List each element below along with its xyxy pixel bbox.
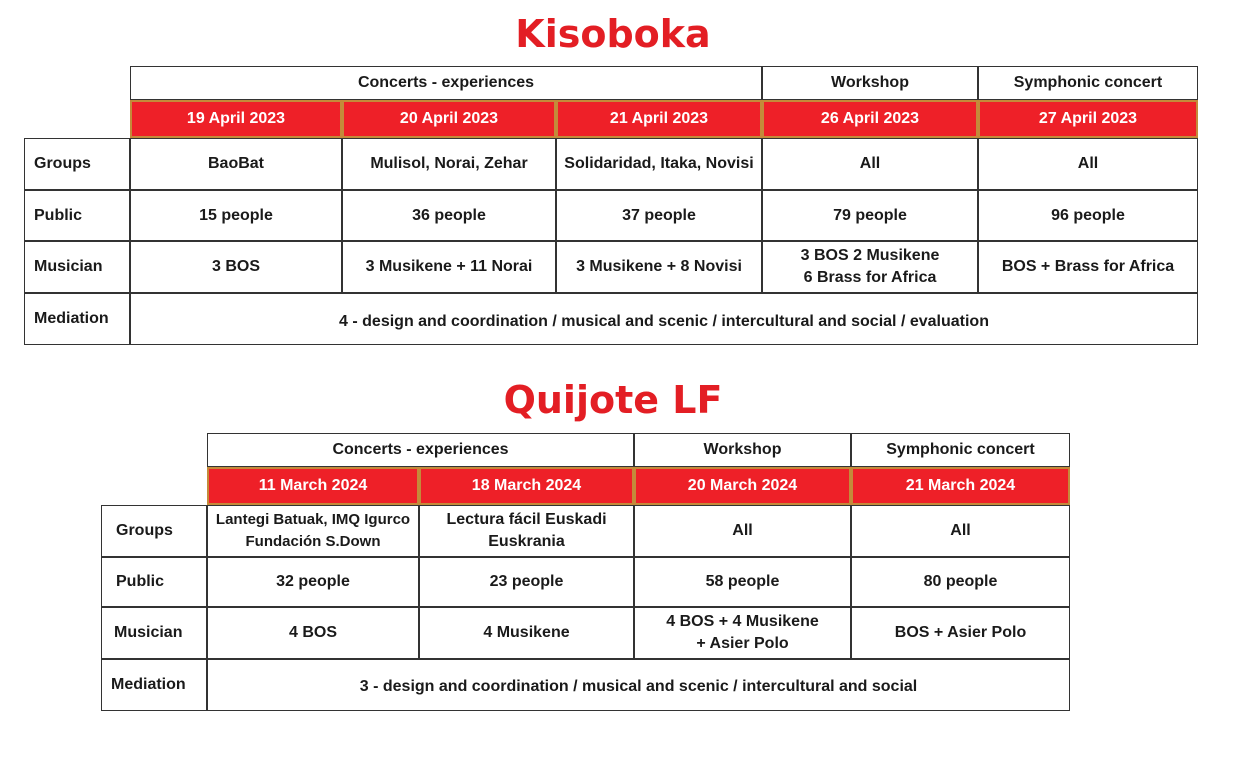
kisoboka-header-concerts: Concerts - experiences <box>130 66 762 100</box>
kisoboka-musician-2: 3 Musikene + 11 Norai <box>342 241 556 293</box>
kisoboka-groups-1: BaoBat <box>130 138 342 190</box>
kisoboka-public-1: 15 people <box>130 190 342 241</box>
quijote-public-2: 23 people <box>419 557 634 607</box>
kisoboka-label-musician: Musician <box>24 241 130 293</box>
kisoboka-label-groups: Groups <box>24 138 130 190</box>
quijote-label-groups: Groups <box>101 505 207 557</box>
quijote-label-mediation: Mediation <box>101 659 207 711</box>
kisoboka-groups-5: All <box>978 138 1198 190</box>
quijote-musician-3-line1: 4 BOS + 4 Musikene <box>666 613 819 630</box>
quijote-date-3: 20 March 2024 <box>634 467 851 505</box>
quijote-groups-1-line1: Lantegi Batuak, IMQ Igurco <box>215 511 411 528</box>
kisoboka-musician-3: 3 Musikene + 8 Novisi <box>556 241 762 293</box>
quijote-title: Quijote LF <box>503 378 723 422</box>
kisoboka-date-5: 27 April 2023 <box>978 100 1198 138</box>
kisoboka-groups-2: Mulisol, Norai, Zehar <box>342 138 556 190</box>
kisoboka-date-2: 20 April 2023 <box>342 100 556 138</box>
kisoboka-label-public: Public <box>24 190 130 241</box>
kisoboka-musician-1: 3 BOS <box>130 241 342 293</box>
quijote-label-musician: Musician <box>101 607 207 659</box>
kisoboka-date-4: 26 April 2023 <box>762 100 978 138</box>
quijote-header-workshop: Workshop <box>634 433 851 467</box>
quijote-musician-3 <box>634 607 851 659</box>
kisoboka-public-4: 79 people <box>762 190 978 241</box>
quijote-groups-1-line2: Fundación S.Down <box>245 533 381 550</box>
quijote-musician-1: 4 BOS <box>207 607 419 659</box>
kisoboka-title: Kisoboka <box>515 12 711 56</box>
quijote-date-1: 11 March 2024 <box>207 467 419 505</box>
quijote-musician-3-line2: + Asier Polo <box>696 635 789 652</box>
kisoboka-date-3: 21 April 2023 <box>556 100 762 138</box>
kisoboka-header-workshop: Workshop <box>762 66 978 100</box>
quijote-groups-2 <box>419 505 634 557</box>
kisoboka-musician-4-line1: 3 BOS 2 Musikene <box>800 247 940 264</box>
kisoboka-header-symphonic: Symphonic concert <box>978 66 1198 100</box>
quijote-mediation: 3 - design and coordination / musical and scenic / intercultural and social <box>207 659 1070 711</box>
kisoboka-musician-4 <box>762 241 978 293</box>
quijote-groups-4: All <box>851 505 1070 557</box>
quijote-public-1: 32 people <box>207 557 419 607</box>
quijote-header-concerts: Concerts - experiences <box>207 433 634 467</box>
kisoboka-groups-3: Solidaridad, Itaka, Novisi <box>556 138 762 190</box>
kisoboka-musician-5: BOS + Brass for Africa <box>978 241 1198 293</box>
quijote-groups-2-line1: Lectura fácil Euskadi <box>446 511 607 528</box>
kisoboka-mediation: 4 - design and coordination / musical and scenic / intercultural and social / evaluation <box>130 293 1198 345</box>
kisoboka-musician-4-line2: 6 Brass for Africa <box>803 269 937 286</box>
kisoboka-label-mediation: Mediation <box>24 293 130 345</box>
kisoboka-public-5: 96 people <box>978 190 1198 241</box>
quijote-musician-4: BOS + Asier Polo <box>851 607 1070 659</box>
quijote-groups-3: All <box>634 505 851 557</box>
quijote-date-2: 18 March 2024 <box>419 467 634 505</box>
quijote-public-4: 80 people <box>851 557 1070 607</box>
kisoboka-public-2: 36 people <box>342 190 556 241</box>
quijote-musician-2: 4 Musikene <box>419 607 634 659</box>
quijote-label-public: Public <box>101 557 207 607</box>
kisoboka-public-3: 37 people <box>556 190 762 241</box>
kisoboka-groups-4: All <box>762 138 978 190</box>
quijote-date-4: 21 March 2024 <box>851 467 1070 505</box>
quijote-groups-1 <box>207 505 419 557</box>
quijote-header-symphonic: Symphonic concert <box>851 433 1070 467</box>
quijote-groups-2-line2: Euskrania <box>488 533 565 550</box>
kisoboka-date-1: 19 April 2023 <box>130 100 342 138</box>
quijote-public-3: 58 people <box>634 557 851 607</box>
